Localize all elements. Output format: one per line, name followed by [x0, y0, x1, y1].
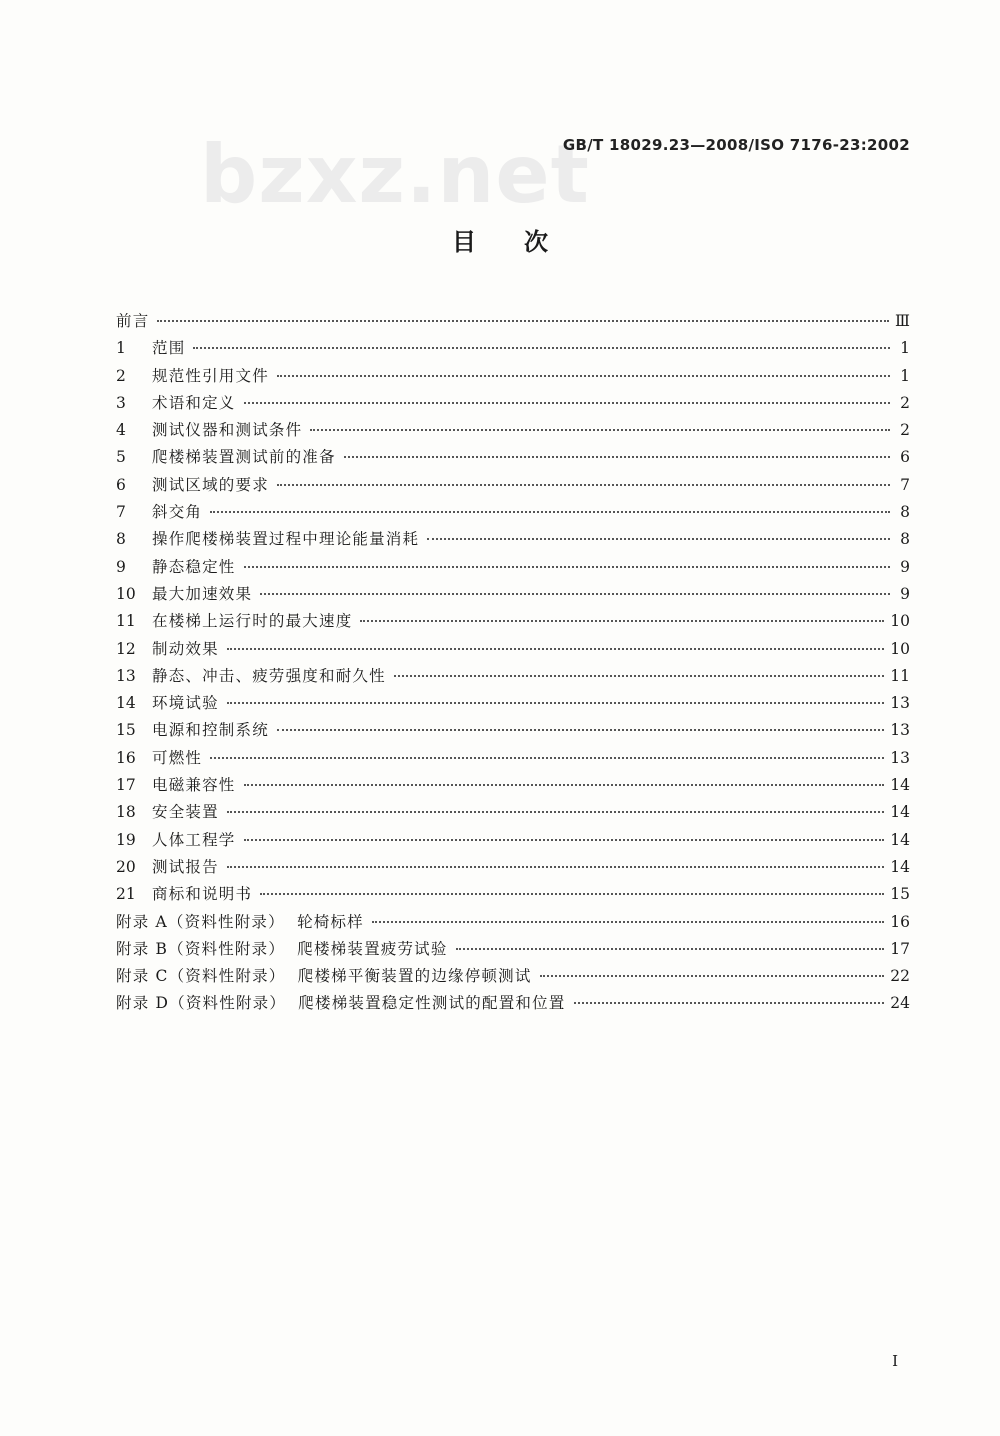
toc-entry-page: 14 — [890, 857, 910, 876]
toc-entry-label: 测试仪器和测试条件 — [152, 421, 303, 440]
toc-entry-label: 制动效果 — [152, 639, 219, 658]
toc-entry-page: 10 — [890, 612, 910, 631]
toc-entry[interactable] — [116, 881, 910, 908]
toc-entry-page: 15 — [890, 885, 910, 904]
toc-dot-leader — [310, 429, 890, 431]
toc-entry-number: 1 — [116, 339, 126, 358]
toc-dot-leader — [277, 484, 890, 486]
toc-dot-leader — [394, 675, 884, 677]
toc-entry-label: 附录 A（资料性附录） 轮椅标样 — [116, 912, 364, 931]
toc-dot-leader — [277, 375, 890, 377]
toc-dot-leader — [244, 566, 890, 568]
toc-entry-label: 附录 B（资料性附录） 爬楼梯装置疲劳试验 — [116, 939, 448, 958]
toc-entry-number: 19 — [116, 830, 136, 849]
toc-dot-leader — [227, 811, 884, 813]
toc-entry[interactable] — [116, 444, 910, 471]
toc-entry-number: 13 — [116, 666, 136, 685]
toc-entry-number: 3 — [116, 393, 126, 412]
toc-dot-leader — [427, 538, 890, 540]
toc-entry-page: 16 — [890, 912, 910, 931]
toc-entry-page: 10 — [890, 639, 910, 658]
toc-entry-number: 10 — [116, 584, 136, 603]
toc-dot-leader — [540, 975, 885, 977]
toc-entry-page: 22 — [890, 967, 910, 986]
toc-entry-label: 范围 — [152, 339, 186, 358]
toc-entry-page: 14 — [890, 830, 910, 849]
toc-entry-page: 8 — [900, 503, 910, 522]
toc-entry[interactable] — [116, 335, 910, 362]
toc-entry[interactable] — [116, 717, 910, 744]
toc-entry-page: 11 — [890, 666, 910, 685]
toc-entry[interactable] — [116, 417, 910, 444]
toc-dot-leader — [260, 593, 890, 595]
toc-entry[interactable] — [116, 554, 910, 581]
toc-dot-leader — [193, 347, 890, 349]
toc-dot-leader — [277, 729, 884, 731]
toc-entry-label: 可燃性 — [152, 748, 203, 767]
toc-dot-leader — [244, 839, 885, 841]
toc-entry[interactable] — [116, 581, 910, 608]
toc-dot-leader — [244, 784, 885, 786]
toc-dot-leader — [157, 320, 889, 322]
toc-dot-leader — [210, 757, 884, 759]
toc-entry[interactable] — [116, 663, 910, 690]
toc-entry-page: 2 — [900, 393, 910, 412]
toc-entry[interactable] — [116, 608, 910, 635]
toc-entry-page: 9 — [900, 557, 910, 576]
toc-entry-number: 20 — [116, 857, 136, 876]
toc-dot-leader — [227, 702, 884, 704]
toc-entry-number: 6 — [116, 475, 126, 494]
toc-entry[interactable] — [116, 636, 910, 663]
toc-entry-page: 1 — [900, 339, 910, 358]
toc-entry[interactable] — [116, 854, 910, 881]
toc-entry[interactable] — [116, 990, 910, 1017]
toc-entry[interactable] — [116, 772, 910, 799]
toc-entry-label: 在楼梯上运行时的最大速度 — [152, 612, 353, 631]
toc-entry-label: 操作爬楼梯装置过程中理论能量消耗 — [152, 530, 420, 549]
toc-entry-page: 2 — [900, 421, 910, 440]
toc-entry-label: 电源和控制系统 — [152, 721, 269, 740]
toc-entry-number: 18 — [116, 803, 136, 822]
toc-entry-label: 环境试验 — [152, 694, 219, 713]
toc-entry-label: 术语和定义 — [152, 393, 236, 412]
page-number: I — [892, 1352, 898, 1370]
toc-entry-label: 安全装置 — [152, 803, 219, 822]
toc-entry-label: 规范性引用文件 — [152, 366, 269, 385]
toc-entry-page: 13 — [890, 694, 910, 713]
toc-entry[interactable] — [116, 690, 910, 717]
toc-entry-page: Ⅲ — [895, 312, 910, 330]
toc-entry[interactable] — [116, 472, 910, 499]
toc-dot-leader — [210, 511, 890, 513]
toc-entry[interactable] — [116, 390, 910, 417]
toc-entry[interactable] — [116, 799, 910, 826]
standard-code: GB/T 18029.23—2008/ISO 7176-23:2002 — [562, 136, 910, 154]
toc-entry-page: 6 — [900, 448, 910, 467]
page-title: 目次 — [452, 228, 596, 256]
toc-entry[interactable] — [116, 963, 910, 990]
toc-entry-number: 17 — [116, 776, 136, 795]
toc-entry-number: 9 — [116, 557, 126, 576]
toc-entry-page: 14 — [890, 803, 910, 822]
toc-entry-label: 商标和说明书 — [152, 885, 253, 904]
toc-entry[interactable] — [116, 936, 910, 963]
toc-entry-label: 测试报告 — [152, 857, 219, 876]
toc-entry-number: 7 — [116, 503, 126, 522]
toc-entry-label: 电磁兼容性 — [152, 776, 236, 795]
toc-dot-leader — [574, 1002, 885, 1004]
toc-entry-label: 静态、冲击、疲劳强度和耐久性 — [152, 666, 386, 685]
toc-entry-label: 静态稳定性 — [152, 557, 236, 576]
toc-entry-page: 24 — [890, 994, 910, 1013]
toc-entry-number: 11 — [116, 612, 136, 631]
toc-entry-page: 17 — [890, 939, 910, 958]
toc-entry[interactable] — [116, 363, 910, 390]
toc-entry-number: 5 — [116, 448, 126, 467]
toc-entry-number: 15 — [116, 721, 136, 740]
table-of-contents — [116, 308, 910, 1018]
toc-entry-label: 附录 D（资料性附录） 爬楼梯装置稳定性测试的配置和位置 — [116, 994, 566, 1013]
toc-dot-leader — [360, 620, 884, 622]
toc-entry-number: 14 — [116, 694, 136, 713]
toc-entry-page: 13 — [890, 748, 910, 767]
toc-entry-number: 2 — [116, 366, 126, 385]
toc-dot-leader — [456, 948, 885, 950]
toc-entry-number: 16 — [116, 748, 136, 767]
toc-entry-page: 9 — [900, 584, 910, 603]
toc-dot-leader — [260, 893, 884, 895]
toc-dot-leader — [244, 402, 890, 404]
toc-dot-leader — [372, 921, 884, 923]
toc-entry[interactable] — [116, 499, 910, 526]
toc-entry-label: 斜交角 — [152, 503, 203, 522]
toc-dot-leader — [344, 456, 890, 458]
toc-entry-label: 人体工程学 — [152, 830, 236, 849]
toc-entry-page: 8 — [900, 530, 910, 549]
toc-entry-label: 爬楼梯装置测试前的准备 — [152, 448, 336, 467]
toc-entry-page: 13 — [890, 721, 910, 740]
toc-entry-number: 8 — [116, 530, 126, 549]
toc-entry[interactable] — [116, 827, 910, 854]
toc-entry-number: 12 — [116, 639, 136, 658]
toc-entry-label: 最大加速效果 — [152, 584, 253, 603]
toc-dot-leader — [227, 866, 884, 868]
toc-entry-number: 21 — [116, 885, 136, 904]
watermark-text: bzxz.net — [200, 128, 590, 221]
toc-entry-label: 前言 — [116, 312, 150, 330]
toc-entry-label: 测试区域的要求 — [152, 475, 269, 494]
toc-entry-page: 7 — [900, 475, 910, 494]
toc-entry-page: 1 — [900, 366, 910, 385]
toc-entry-label: 附录 C（资料性附录） 爬楼梯平衡装置的边缘停顿测试 — [116, 967, 532, 986]
toc-entry-page: 14 — [890, 776, 910, 795]
toc-entry[interactable] — [116, 308, 910, 335]
toc-entry[interactable] — [116, 526, 910, 553]
toc-entry[interactable] — [116, 909, 910, 936]
toc-entry[interactable] — [116, 745, 910, 772]
toc-entry-number: 4 — [116, 421, 126, 440]
toc-dot-leader — [227, 648, 884, 650]
